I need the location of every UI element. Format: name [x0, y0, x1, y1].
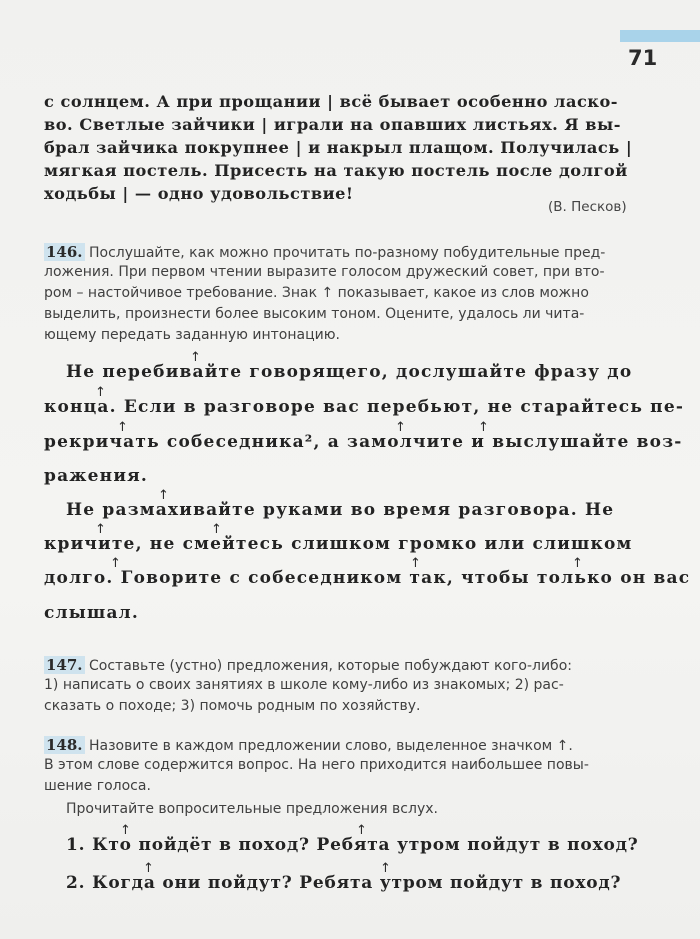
- exercise-147-line-3: сказать о походе; 3) помочь родным по хозяйству.: [44, 698, 421, 714]
- exercise-146-line-1: [44, 243, 605, 261]
- stress-arrow-icon: ↑: [211, 522, 222, 537]
- passage-line-2: во. Светлые зайчики | играли на опавших листьях. Я вы-: [44, 115, 621, 134]
- stress-arrow-icon: ↑: [158, 488, 169, 503]
- exercise-146-line-4: выделить, произнести более высоким тоном. Оцените, удалось ли чита-: [44, 306, 585, 322]
- stress-arrow-icon: ↑: [395, 420, 406, 435]
- example-line-8: слышал.: [44, 603, 139, 623]
- question-1: 1. Кто пойдёт в поход? Ребята утром пойдут в поход?: [66, 835, 639, 855]
- exercise-148-instruction: Прочитайте вопросительные предложения вслух.: [66, 801, 438, 817]
- exercise-147-text-1: Составьте (устно) предложения, которые побуждают кого-либо:: [89, 658, 572, 674]
- example-line-4: ражения.: [44, 466, 149, 486]
- example-line-3: рекричать собеседника², а замолчите и выслушайте воз-: [44, 432, 683, 452]
- exercise-146-line-3: ром – настойчивое требование. Знак ↑ показывает, какое из слов можно: [44, 285, 589, 301]
- stress-arrow-icon: ↑: [117, 420, 128, 435]
- stress-arrow-icon: ↑: [478, 420, 489, 435]
- passage-author: (В. Песков): [548, 199, 627, 215]
- example-line-6: кричите, не смейтесь слишком громко или слишком: [44, 534, 633, 554]
- stress-arrow-icon: ↑: [143, 861, 154, 876]
- stress-arrow-icon: ↑: [120, 823, 131, 838]
- stress-arrow-icon: ↑: [356, 823, 367, 838]
- exercise-148-text-1: Назовите в каждом предложении слово, выделенное значком ↑.: [89, 738, 573, 754]
- exercise-148-number: 148.: [46, 736, 83, 754]
- stress-arrow-icon: ↑: [190, 350, 201, 365]
- passage-line-4: мягкая постель. Присесть на такую постель после долгой: [44, 161, 628, 180]
- exercise-147-number: 147.: [46, 656, 83, 674]
- page-number: 71: [628, 46, 658, 70]
- example-line-2: конца. Если в разговоре вас перебьют, не старайтесь пе-: [44, 397, 685, 417]
- passage-line-3: брал зайчика покрупнее | и накрыл плащом. Получилась |: [44, 138, 633, 157]
- example-line-1: Не перебивайте говорящего, дослушайте фразу до: [66, 362, 633, 382]
- stress-arrow-icon: ↑: [410, 556, 421, 571]
- passage-line-5: ходьбы | — одно удовольствие!: [44, 184, 354, 203]
- exercise-147-line-1: [44, 656, 572, 674]
- header-color-bar: [620, 30, 700, 42]
- exercise-147-line-2: 1) написать о своих занятиях в школе кому-либо из знакомых; 2) рас-: [44, 677, 564, 693]
- example-line-5: Не размахивайте руками во время разговора. Не: [66, 500, 615, 520]
- stress-arrow-icon: ↑: [110, 556, 121, 571]
- passage-line-1: с солнцем. А при прощании | всё бывает особенно ласко-: [44, 92, 619, 111]
- exercise-148-line-3: шение голоса.: [44, 778, 151, 794]
- stress-arrow-icon: ↑: [95, 522, 106, 537]
- question-2: 2. Когда они пойдут? Ребята утром пойдут в поход?: [66, 873, 622, 893]
- exercise-146-line-2: ложения. При первом чтении выразите голосом дружеский совет, при вто-: [44, 264, 605, 280]
- exercise-148-line-2: В этом слове содержится вопрос. На него приходится наибольшее повы-: [44, 757, 589, 773]
- exercise-146-number: 146.: [46, 243, 83, 261]
- exercise-148-line-1: [44, 736, 573, 754]
- stress-arrow-icon: ↑: [380, 861, 391, 876]
- stress-arrow-icon: ↑: [572, 556, 583, 571]
- exercise-146-text-1: Послушайте, как можно прочитать по-разному побудительные пред-: [89, 245, 606, 261]
- example-line-7: долго. Говорите с собеседником так, чтобы только он вас: [44, 568, 691, 588]
- exercise-146-line-5: ющему передать заданную интонацию.: [44, 327, 340, 343]
- stress-arrow-icon: ↑: [95, 385, 106, 400]
